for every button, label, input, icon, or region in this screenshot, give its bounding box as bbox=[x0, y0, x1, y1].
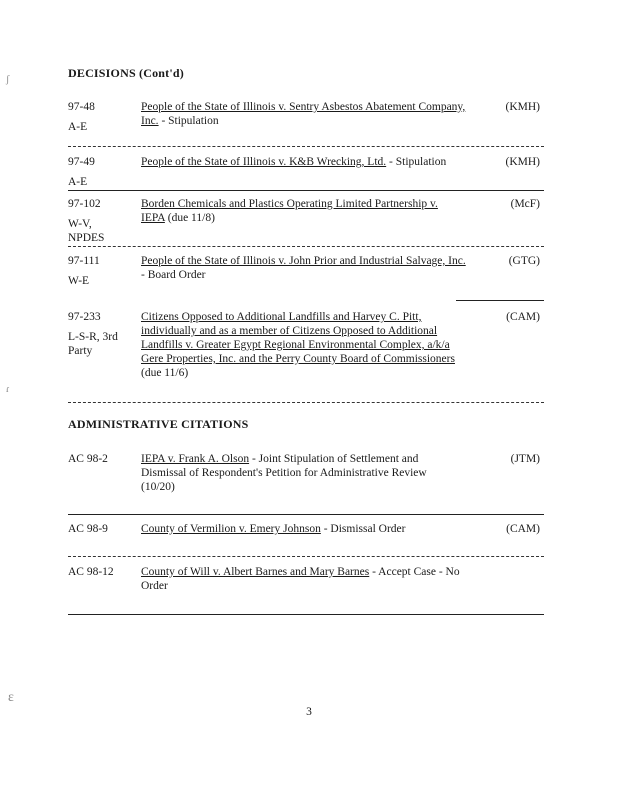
attorney-initials: (JTM) bbox=[510, 453, 540, 465]
case-name: People of the State of Illinois v. Sentry Asbestos Abatement Company, Inc. bbox=[141, 101, 466, 127]
docket-subtype: W-V, bbox=[68, 218, 92, 230]
attorney-initials: (KMH) bbox=[505, 101, 540, 113]
docket-cell bbox=[68, 522, 136, 536]
divider bbox=[68, 402, 544, 403]
decision-entry bbox=[68, 310, 544, 386]
scan-speck: ʃ bbox=[6, 74, 10, 85]
case-caption bbox=[141, 100, 471, 128]
docket-number: 97-49 bbox=[68, 156, 95, 168]
citation-entry bbox=[68, 522, 544, 542]
docket-number: 97-111 bbox=[68, 255, 100, 267]
case-caption bbox=[141, 452, 451, 494]
docket-cell bbox=[68, 197, 136, 245]
docket-number: AC 98-12 bbox=[68, 566, 114, 578]
divider bbox=[456, 300, 544, 301]
case-action: - Accept Case - No Order bbox=[141, 566, 460, 592]
case-name: County of Will v. Albert Barnes and Mary Barnes bbox=[141, 566, 370, 578]
case-caption bbox=[141, 565, 471, 593]
docket-number: 97-48 bbox=[68, 101, 95, 113]
docket-number: 97-102 bbox=[68, 198, 101, 210]
attorney-initials: (CAM) bbox=[506, 523, 540, 535]
divider bbox=[68, 514, 544, 515]
docket-cell bbox=[68, 254, 136, 288]
attorney-initials: (McF) bbox=[510, 198, 540, 210]
attorney-initials: (CAM) bbox=[506, 311, 540, 323]
docket-number: 97-233 bbox=[68, 311, 101, 323]
citation-entry bbox=[68, 565, 544, 597]
scan-speck: ɾ bbox=[6, 384, 10, 395]
case-caption bbox=[141, 522, 471, 536]
docket-subtype: A-E bbox=[68, 121, 88, 133]
case-name: IEPA v. Frank A. Olson bbox=[141, 453, 250, 465]
case-caption bbox=[141, 197, 461, 225]
case-action: - Stipulation bbox=[158, 115, 219, 127]
docket-cell bbox=[68, 100, 136, 134]
docket-subtype: W-E bbox=[68, 275, 90, 287]
case-action: - Joint Stipulation of Settlement and Dismissal of Respondent's Petition for Administrative Review (10/20) bbox=[141, 453, 427, 493]
case-action: - Stipulation bbox=[386, 156, 447, 168]
docket-cell bbox=[68, 310, 136, 358]
docket-number: AC 98-2 bbox=[68, 453, 108, 465]
case-action: - Dismissal Order bbox=[320, 523, 406, 535]
citation-entry bbox=[68, 452, 544, 500]
case-action: (due 11/6) bbox=[141, 367, 189, 379]
scan-speck: ɛ bbox=[8, 690, 14, 705]
divider bbox=[68, 146, 544, 147]
attorney-initials: (GTG) bbox=[508, 255, 540, 267]
docket-cell bbox=[68, 565, 136, 579]
decision-entry bbox=[68, 197, 544, 243]
docket-subtype: NPDES bbox=[68, 232, 105, 244]
case-action: - Board Order bbox=[141, 269, 206, 281]
divider bbox=[68, 556, 544, 557]
case-name: People of the State of Illinois v. John Prior and Industrial Salvage, Inc. bbox=[141, 255, 466, 267]
page-number: 3 bbox=[306, 706, 312, 718]
decision-entry bbox=[68, 254, 544, 290]
decisions-heading: DECISIONS (Cont'd) bbox=[68, 66, 184, 80]
attorney-initials: (KMH) bbox=[505, 156, 540, 168]
docket-subtype: L-S-R, 3rd bbox=[68, 331, 118, 343]
case-caption bbox=[141, 155, 481, 169]
docket-subtype: Party bbox=[68, 345, 93, 357]
divider bbox=[68, 614, 544, 615]
decision-entry bbox=[68, 155, 544, 187]
case-name: Citizens Opposed to Additional Landfills and Harvey C. Pitt, individually and as a member of Citizens Opposed to Additional Landfills v. Greater Egypt Regional Environmental Complex, a/k/a Gere Properties, Inc. and the Perry County Board of Commissioners bbox=[141, 311, 455, 365]
case-caption bbox=[141, 310, 461, 380]
case-name: People of the State of Illinois v. K&B Wrecking, Ltd. bbox=[141, 156, 387, 168]
case-action: (due 11/8) bbox=[164, 212, 215, 224]
divider bbox=[68, 190, 544, 191]
docket-subtype: A-E bbox=[68, 176, 88, 188]
case-caption bbox=[141, 254, 471, 282]
docket-number: AC 98-9 bbox=[68, 523, 108, 535]
docket-cell bbox=[68, 452, 136, 466]
case-name: Borden Chemicals and Plastics Operating Limited Partnership v. IEPA bbox=[141, 198, 438, 224]
decision-entry bbox=[68, 100, 544, 140]
case-name: County of Vermilion v. Emery Johnson bbox=[141, 523, 321, 535]
divider bbox=[68, 246, 544, 247]
administrative-citations-heading: ADMINISTRATIVE CITATIONS bbox=[68, 417, 249, 431]
docket-cell bbox=[68, 155, 136, 189]
